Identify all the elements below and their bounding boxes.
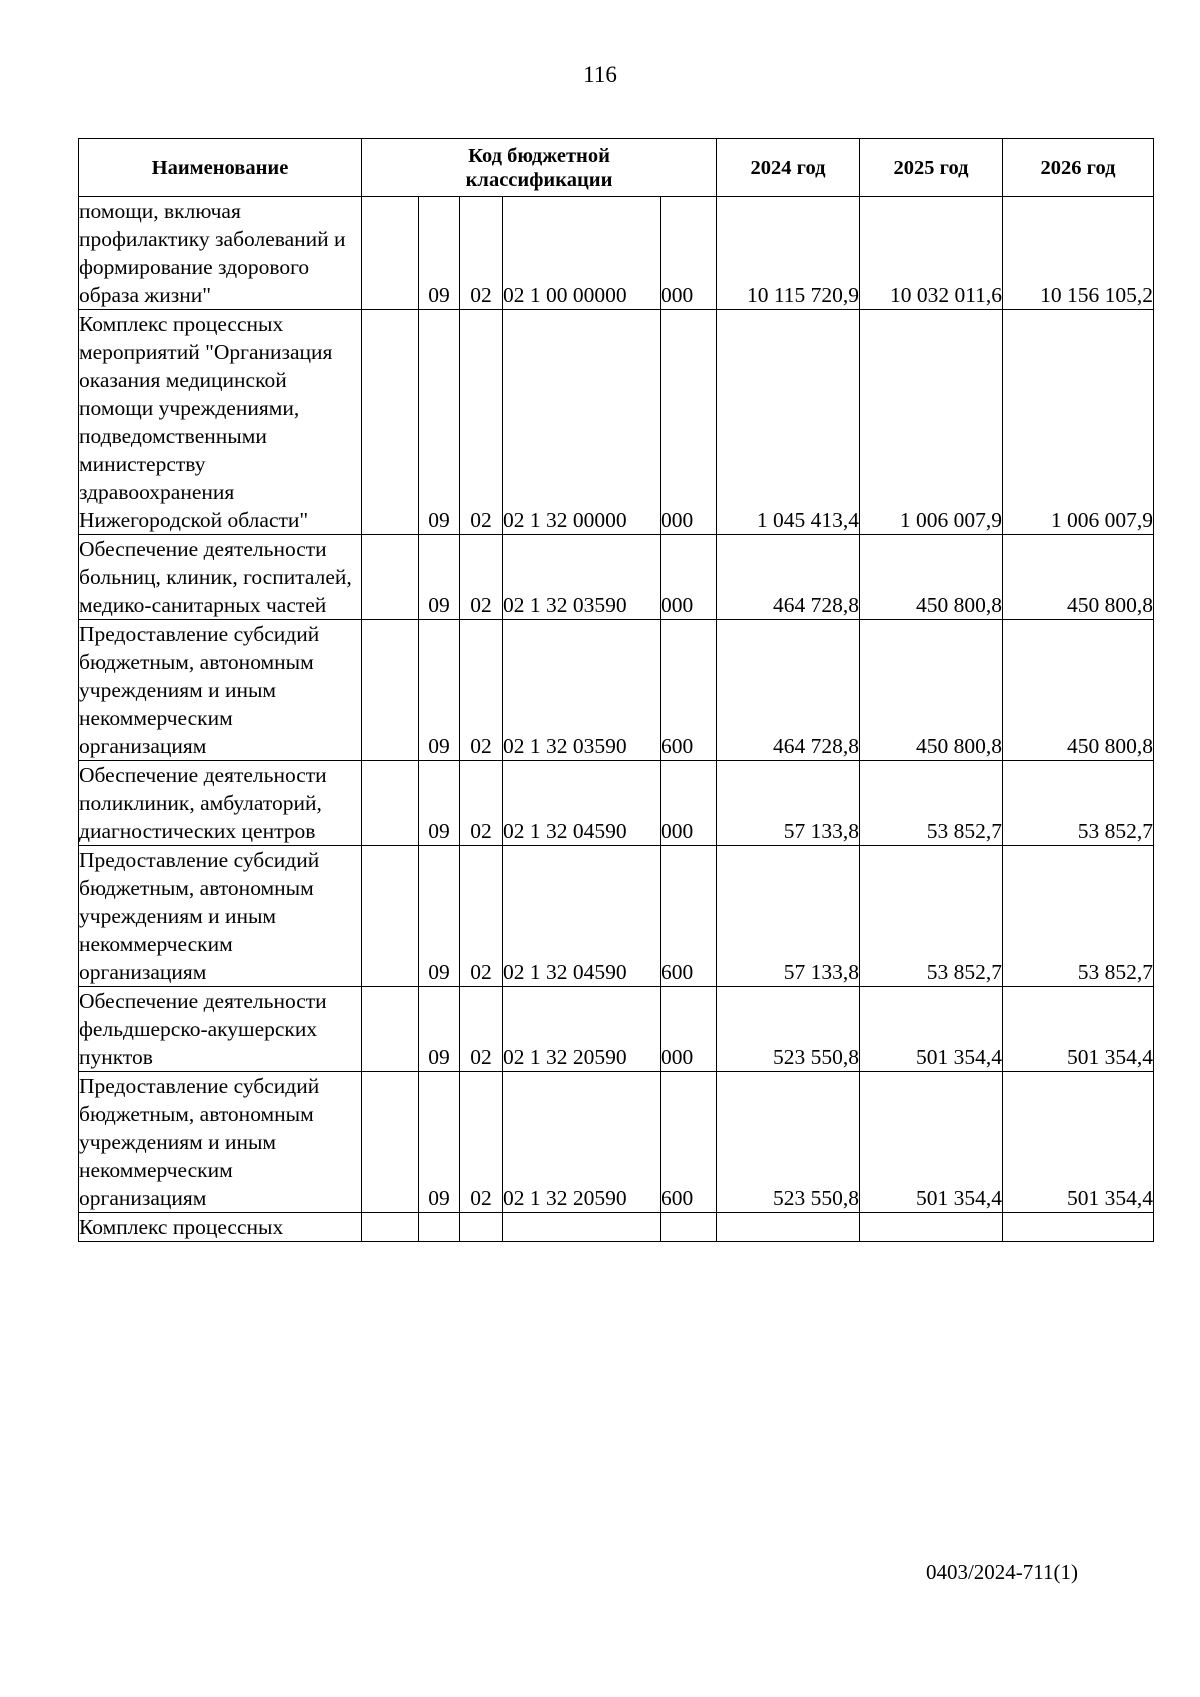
row-section-code: 09: [419, 987, 460, 1072]
row-section-code: 09: [419, 197, 460, 310]
row-amount-2024: 464 728,8: [717, 535, 860, 620]
row-name: Предоставление субсидий бюджетным, автономным учреждениям и иным некоммерческим организациям: [79, 620, 362, 761]
row-amount-2026: [1003, 1213, 1154, 1242]
row-blank-cell: [362, 620, 419, 761]
row-amount-2024: 523 550,8: [717, 987, 860, 1072]
table-row: [79, 846, 1154, 987]
row-section-code: 09: [419, 535, 460, 620]
row-target-code: 02 1 32 20590: [503, 987, 661, 1072]
row-target-code: 02 1 32 20590: [503, 1072, 661, 1213]
document-code: 0403/2024-711(1): [925, 1560, 1078, 1584]
row-amount-2026: 1 006 007,9: [1003, 310, 1154, 535]
row-name: Комплекс процессных: [79, 1213, 362, 1242]
row-name: Предоставление субсидий бюджетным, автономным учреждениям и иным некоммерческим организациям: [79, 846, 362, 987]
row-blank-cell: [362, 535, 419, 620]
row-amount-2025: 450 800,8: [860, 535, 1003, 620]
row-target-code: 02 1 32 03590: [503, 620, 661, 761]
row-amount-2025: 450 800,8: [860, 620, 1003, 761]
table-row: [79, 987, 1154, 1072]
row-section-code: [419, 1213, 460, 1242]
row-subsection-code: 02: [460, 1072, 503, 1213]
row-expense-type-code: 600: [661, 1072, 717, 1213]
row-amount-2024: 464 728,8: [717, 620, 860, 761]
row-amount-2025: 501 354,4: [860, 987, 1003, 1072]
row-target-code: [503, 1213, 661, 1242]
page-number: 116: [583, 62, 617, 87]
row-target-code: 02 1 00 00000: [503, 197, 661, 310]
table-header-row: [79, 139, 1154, 197]
table-row: [79, 310, 1154, 535]
row-target-code: 02 1 32 03590: [503, 535, 661, 620]
row-subsection-code: 02: [460, 761, 503, 846]
row-section-code: 09: [419, 846, 460, 987]
row-blank-cell: [362, 310, 419, 535]
table-row: [79, 535, 1154, 620]
row-amount-2026: 53 852,7: [1003, 761, 1154, 846]
row-expense-type-code: 000: [661, 535, 717, 620]
row-amount-2026: 10 156 105,2: [1003, 197, 1154, 310]
row-blank-cell: [362, 197, 419, 310]
row-blank-cell: [362, 761, 419, 846]
row-expense-type-code: [661, 1213, 717, 1242]
header-name: Наименование: [79, 139, 362, 197]
row-expense-type-code: 000: [661, 197, 717, 310]
row-expense-type-code: 000: [661, 987, 717, 1072]
row-subsection-code: 02: [460, 846, 503, 987]
table-row: [79, 620, 1154, 761]
row-name: Комплекс процессных мероприятий "Организация оказания медицинской помощи учреждениями, подведомственными министерству здравоохранения Нижегородской области": [79, 310, 362, 535]
row-section-code: 09: [419, 1072, 460, 1213]
row-amount-2024: 1 045 413,4: [717, 310, 860, 535]
row-subsection-code: 02: [460, 987, 503, 1072]
row-amount-2024: 57 133,8: [717, 846, 860, 987]
row-amount-2026: 501 354,4: [1003, 1072, 1154, 1213]
row-subsection-code: [460, 1213, 503, 1242]
row-subsection-code: 02: [460, 535, 503, 620]
header-code: Код бюджетной классификации: [362, 139, 717, 197]
header-2025: 2025 год: [860, 139, 1003, 197]
row-name: Обеспечение деятельности поликлиник, амбулаторий, диагностических центров: [79, 761, 362, 846]
row-subsection-code: 02: [460, 620, 503, 761]
row-name: Обеспечение деятельности фельдшерско-акушерских пунктов: [79, 987, 362, 1072]
row-subsection-code: 02: [460, 310, 503, 535]
table-row: [79, 761, 1154, 846]
row-expense-type-code: 000: [661, 310, 717, 535]
row-amount-2025: 1 006 007,9: [860, 310, 1003, 535]
row-blank-cell: [362, 1072, 419, 1213]
row-amount-2025: 53 852,7: [860, 846, 1003, 987]
row-amount-2026: 450 800,8: [1003, 620, 1154, 761]
table-row: [79, 1072, 1154, 1213]
row-section-code: 09: [419, 310, 460, 535]
row-amount-2024: [717, 1213, 860, 1242]
budget-table: [78, 138, 1154, 1242]
row-amount-2026: 53 852,7: [1003, 846, 1154, 987]
row-amount-2025: 10 032 011,6: [860, 197, 1003, 310]
row-blank-cell: [362, 1213, 419, 1242]
row-name: помощи, включая профилактику заболеваний и формирование здорового образа жизни": [79, 197, 362, 310]
row-amount-2024: 523 550,8: [717, 1072, 860, 1213]
row-amount-2024: 57 133,8: [717, 761, 860, 846]
row-amount-2026: 450 800,8: [1003, 535, 1154, 620]
row-subsection-code: 02: [460, 197, 503, 310]
row-amount-2024: 10 115 720,9: [717, 197, 860, 310]
row-section-code: 09: [419, 620, 460, 761]
row-blank-cell: [362, 987, 419, 1072]
row-target-code: 02 1 32 04590: [503, 761, 661, 846]
row-expense-type-code: 600: [661, 846, 717, 987]
row-name: Обеспечение деятельности больниц, клиник, госпиталей, медико-санитарных частей: [79, 535, 362, 620]
row-blank-cell: [362, 846, 419, 987]
row-target-code: 02 1 32 00000: [503, 310, 661, 535]
row-name: Предоставление субсидий бюджетным, автономным учреждениям и иным некоммерческим организациям: [79, 1072, 362, 1213]
row-expense-type-code: 600: [661, 620, 717, 761]
row-amount-2025: 53 852,7: [860, 761, 1003, 846]
row-amount-2025: [860, 1213, 1003, 1242]
header-2026: 2026 год: [1003, 139, 1154, 197]
table-row: [79, 197, 1154, 310]
row-target-code: 02 1 32 04590: [503, 846, 661, 987]
row-expense-type-code: 000: [661, 761, 717, 846]
row-section-code: 09: [419, 761, 460, 846]
row-amount-2025: 501 354,4: [860, 1072, 1003, 1213]
table-row: [79, 1213, 1154, 1242]
row-amount-2026: 501 354,4: [1003, 987, 1154, 1072]
header-2024: 2024 год: [717, 139, 860, 197]
